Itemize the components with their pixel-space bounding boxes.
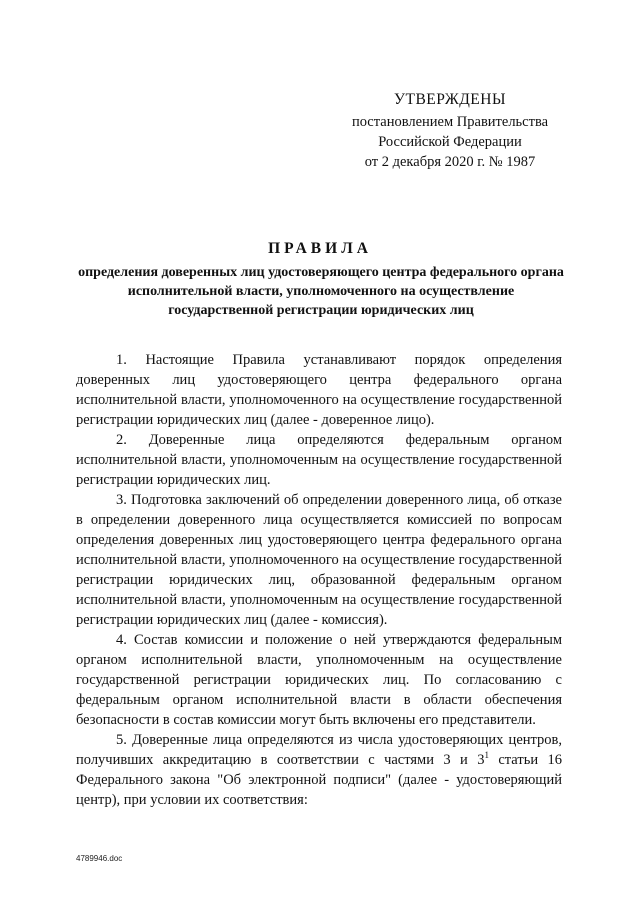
paragraph-2: 2. Доверенные лица определяются федеральным органом исполнительной власти, уполномоченным на осуществление государственной регистрации юридических лиц. bbox=[76, 432, 562, 488]
document-title: ПРАВИЛА bbox=[268, 240, 372, 257]
approval-line-2: Российской Федерации bbox=[378, 134, 522, 150]
paragraph-1: 1. Настоящие Правила устанавливают порядок определения доверенных лиц удостоверяющего центра федерального органа исполнительной власти, уполномоченного на осуществление государственной регистрации юридических лиц (далее - доверенное лицо). bbox=[76, 352, 562, 428]
approval-stamp bbox=[330, 90, 570, 172]
document-body bbox=[76, 350, 562, 810]
approval-line-3: от 2 декабря 2020 г. № 1987 bbox=[364, 154, 536, 170]
paragraph-5-part-b: статьи 16 Федерального закона "Об электронной подписи" (далее - удостоверяющий центр), при условии их соответствия: bbox=[76, 752, 562, 808]
document-subtitle: определения доверенных лиц удостоверяющего центра федерального органа исполнительной власти, уполномоченного на осуществление государственной регистрации юридических лиц bbox=[78, 265, 564, 318]
paragraph-5-part-a: 5. Доверенные лица определяются из числа удостоверяющих центров, получивших аккредитацию в соответствии с частями 3 и 3 bbox=[76, 732, 562, 768]
paragraph-4: 4. Состав комиссии и положение о ней утверждаются федеральным органом исполнительной власти, уполномоченным на осуществление государственной регистрации юридических лиц. По согласованию с федеральным органом исполнительной власти в области обеспечения безопасности в состав комиссии могут быть включены его представители. bbox=[76, 632, 562, 728]
paragraph-5 bbox=[76, 730, 562, 810]
file-name-footer: 4789946.doc bbox=[76, 854, 123, 863]
approval-line-1: постановлением Правительства bbox=[351, 114, 549, 130]
approval-heading: УТВЕРЖДЕНЫ bbox=[394, 91, 506, 108]
paragraph-3: 3. Подготовка заключений об определении доверенного лица, об отказе в определении доверенного лица осуществляется комиссией по вопросам определения доверенных лиц удостоверяющего центра федерального органа исполнительной власти, уполномоченного на осуществление государственной регистрации юридических лиц, образованной федеральным органом исполнительной власти, уполномоченным на осуществление государственной регистрации юридических лиц (далее - комиссия). bbox=[76, 492, 562, 628]
paragraph-5-superscript: 1 bbox=[484, 750, 489, 761]
